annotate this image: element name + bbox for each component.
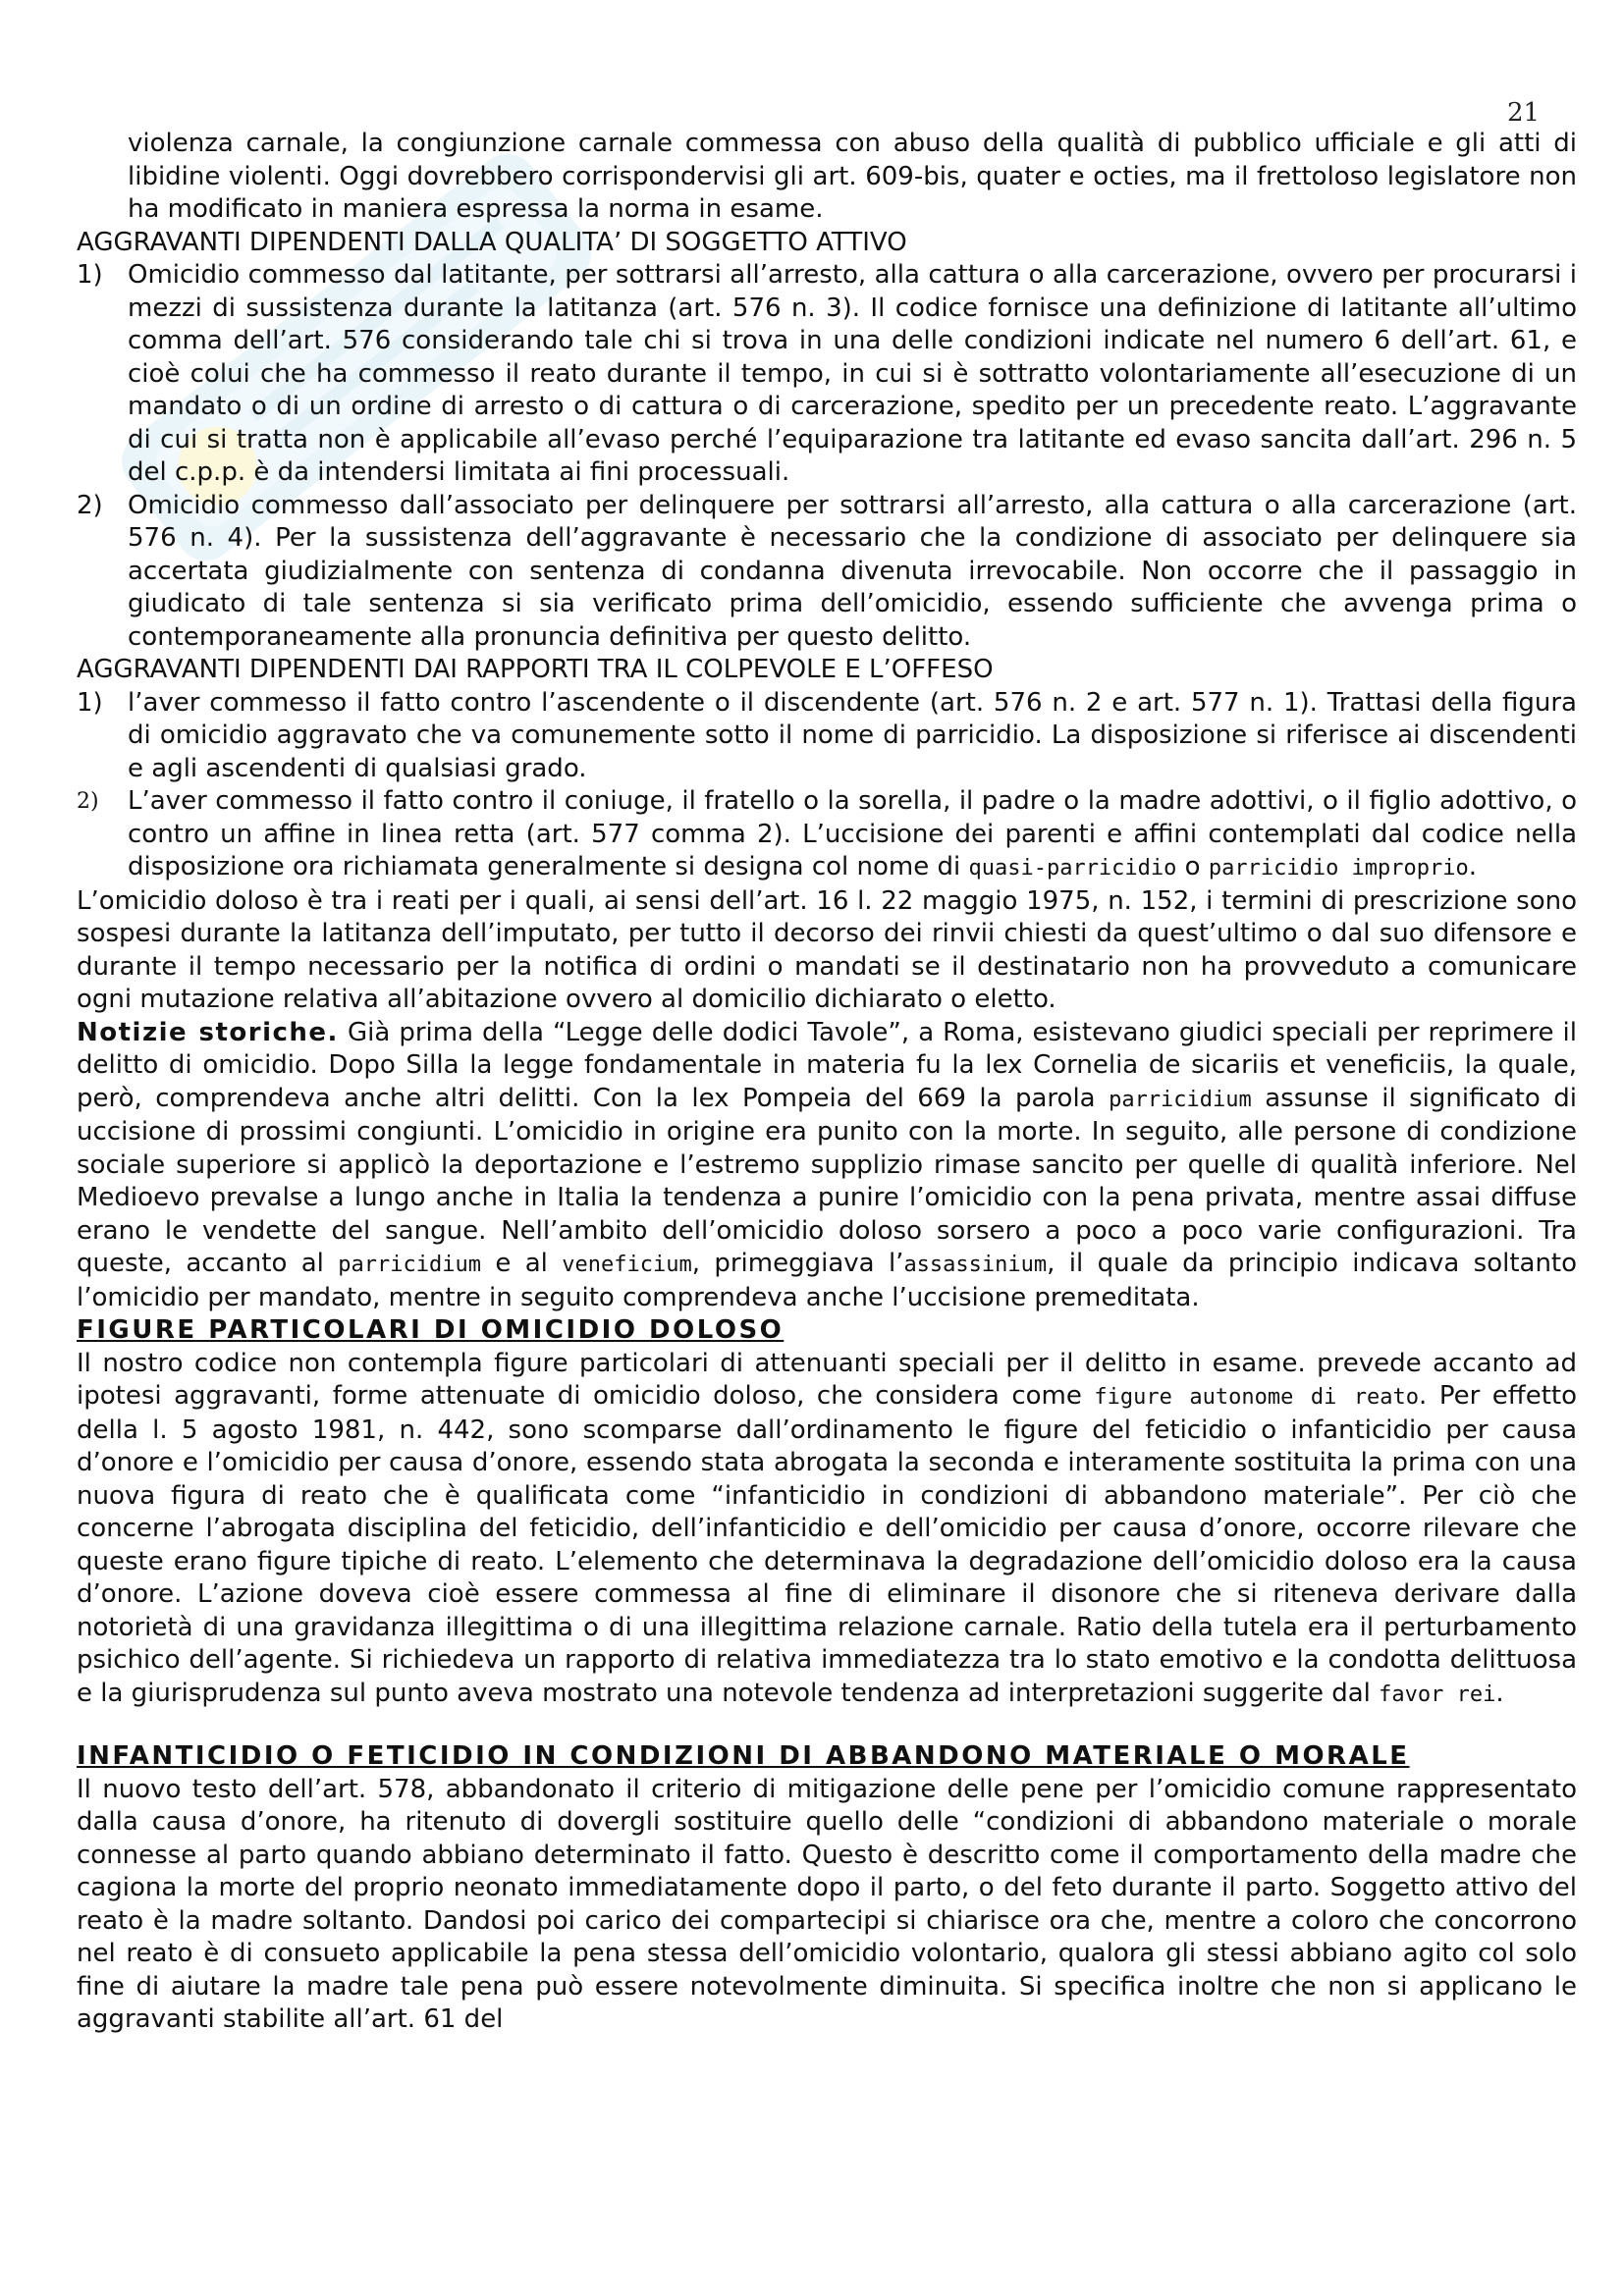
notizie-text: , il quale da principio indicava soltanto l’omicidio per mandato, mentre in seguito comprendeva anche l’uccisione premeditata. (77, 1249, 1578, 1312)
list-item-text: L’aver commesso il fatto contro il coniuge, il fratello o la sorella, il padre o la madre adottivi, o il figlio adottivo, o contro un affine in linea retta (art. 577 comma 2). L’uccisione dei parenti e affini contemplati dal codice nella disposizione ora richiamata generalmente si designa col nome di (128, 786, 1577, 881)
list-item-text-end: . (1468, 852, 1478, 881)
list-item (77, 490, 1577, 655)
term-assassinium: assassinium (903, 1253, 1048, 1277)
term-veneficium: veneficium (562, 1253, 692, 1277)
list-item-number: 2) (77, 490, 103, 520)
term-favor-rei: favor rei (1379, 1682, 1496, 1707)
figure-paragraph (77, 1348, 1577, 1712)
list-item-number: 1) (77, 260, 103, 290)
prescrizione-paragraph: L’omicidio doloso è tra i reati per i quali, ai sensi dell’art. 16 l. 22 maggio 1975, n. 152, i termini di prescrizione sono sospesi durante la latitanza dell’imputato, per tutto il decorso dei rinvii chiesti da quest’ultimo o dal suo difensore e durante il tempo necessario per la notifica di ordini o mandati se il destinatario non ha provveduto a comunicare ogni mutazione relativa all’abitazione ovvero al domicilio dichiarato o eletto. (77, 885, 1577, 1014)
figure-text: . Per effetto della l. 5 agosto 1981, n. 442, sono scomparse dall’ordinamento le figure del feticidio o infanticidio per causa d’onore e l’omicidio per causa d’onore, essendo stata abrogata la seconda e interamente sostituita la prima con una nuova figura di reato che è qualificata come “infanticidio in condizioni di abbandono materiale”. Per ciò che concerne l’abrogata disciplina del feticidio, dell’infanticidio e dell’omicidio per causa d’onore, occorre rilevare che queste erano figure tipiche di reato. L’elemento che determinava la degradazione dell’omicidio doloso era la causa d’onore. L’azione doveva cioè essere commessa al fine di eliminare il disonore che si riteneva derivare dalla notorietà di una gravidanza illegittima o di una illegittima relazione carnale. Ratio della tutela era il perturbamento psichico dell’agente. Si richiedeva un rapporto di relativa immediatezza tra lo stato emotivo e la condotta delittuosa e la giurisprudenza sul punto aveva mostrato una notevole tendenza ad interpretazioni suggerite dal (77, 1381, 1578, 1708)
aggravanti-rapporti-heading: AGGRAVANTI DIPENDENTI DAI RAPPORTI TRA IL COLPEVOLE E L’OFFESO (77, 655, 994, 684)
figure-text: Il nostro codice non contempla figure particolari di attenuanti speciali per il delitto in esame. prevede accanto ad ipotesi aggravanti, forme attenuate di omicidio doloso, che considera come (77, 1348, 1577, 1411)
list-item-text: Omicidio commesso dall’associato per delinquere per sottrarsi all’arresto, alla cattura o alla carcerazione (art. 576 n. 4). Per la sussistenza dell’aggravante è necessario che la condizione di associato per delinquere sia accertata giudizialmente con sentenza di condanna divenuta irrevocabile. Non occorre che il passaggio in giudicato di tale sentenza si sia verificato prima dell’omicidio, essendo sufficiente che avvenga prima o contemporaneamente alla pronuncia definitiva per questo delitto. (128, 490, 1577, 652)
term-parricidium: parricidium (338, 1253, 481, 1277)
figure-text: . (1495, 1678, 1504, 1708)
term-parricidio-improprio: parricidio improprio (1208, 856, 1469, 881)
continuation-paragraph: violenza carnale, la congiunzione carnale commessa con abuso della qualità di pubblico ufficiale e gli atti di libidine violenti. Oggi dovrebbero corrispondervisi gli art. 609-bis, quater e octies, ma il frettoloso legislatore non ha modificato in maniera espressa la norma in esame. (128, 129, 1577, 224)
list-item-number: 1) (77, 687, 103, 718)
list-item-text: Omicidio commesso dal latitante, per sottrarsi all’arresto, alla cattura o alla carcerazione, ovvero per procurarsi i mezzi di sussistenza durante la latitanza (art. 576 n. 3). Il codice fornisce una definizione di latitante all’ultimo comma dell’art. 576 considerando tale chi si trova in una delle condizioni indicate nel numero 6 dell’art. 61, e cioè colui che ha commesso il reato durante il tempo, in cui si è sottratto volontariamente all’esecuzione di un mandato o di un ordine di arresto o di cattura o di carcerazione, spedito per un precedente reato. L’aggravante di cui si tratta non è applicabile all’evaso perché l’equiparazione tra latitante ed evaso sancita dall’art. 296 n. 5 del c.p.p. è da intendersi limitata ai fini processuali. (128, 260, 1577, 487)
section-heading-infanticidio: INFANTICIDIO O FETICIDIO IN CONDIZIONI DI ABBANDONO MATERIALE O MORALE (77, 1741, 1410, 1771)
list-item-number: 2) (77, 789, 99, 814)
list-item-text: l’aver commesso il fatto contro l’ascendente o il discendente (art. 576 n. 2 e art. 577 n. 1). Trattasi della figura di omicidio aggravato che va comunemente sotto il nome di parricidio. La disposizione si riferisce ai discendenti e agli ascendenti di qualsiasi grado. (128, 687, 1577, 783)
notizie-storiche-paragraph (77, 1017, 1577, 1315)
section-heading-figure: FIGURE PARTICOLARI DI OMICIDIO DOLOSO (77, 1315, 785, 1345)
notizie-text: assunse il significato di uccisione di prossimi congiunti. L’omicidio in origine era punito con la morte. In seguito, alle persone di condizione sociale superiore si applicò la deportazione e l’estremo supplizio rimase sancito per quelle di qualità inferiore. Nel Medioevo prevalse a lungo anche in Italia la tendenza a punire l’omicidio con la pena privata, mentre assai diffuse erano le vendette del sangue. Nell’ambito dell’omicidio doloso sorsero a poco a poco varie configurazioni. Tra queste, accanto al (77, 1083, 1578, 1278)
infanticidio-paragraph: Il nuovo testo dell’art. 578, abbandonato il criterio di mitigazione delle pene per l’omicidio comune rappresentato dalla causa d’onore, ha ritenuto di dovergli sostituire quello delle “condizioni di abbandono materiale o morale connesse al parto quando abbiano determinato il fatto. Questo è descritto come il comportamento della madre che cagiona la morte del proprio neonato immediatamente dopo il parto, o del feto durante il parto. Soggetto attivo del reato è la madre soltanto. Dandosi poi carico dei compartecipi si chiarisce ora che, mentre a coloro che concorrono nel reato è di consueto applicabile la pena stessa dell’omicidio volontario, qualora gli stessi abbiano agito col solo fine di aiutare la madre tale pena può essere notevolmente diminuita. Si specifica inoltre che non si applicano le aggravanti stabilite all’art. 61 del (77, 1774, 1577, 2034)
notizie-text: e al (495, 1249, 548, 1278)
notizie-storiche-label: Notizie storiche. (77, 1017, 339, 1047)
term-quasi-parricidio: quasi-parricidio (968, 856, 1177, 881)
list-item-text-or: o (1184, 852, 1201, 881)
page-number: 21 (1507, 98, 1541, 128)
list-item (77, 687, 1577, 786)
term-figure-autonome: figure autonome di reato (1094, 1385, 1420, 1410)
page-content (77, 128, 1577, 2037)
term-parricidium: parricidium (1109, 1087, 1252, 1112)
notizie-text: Già prima della “Legge delle dodici Tavole”, a Roma, esistevano giudici speciali per reprimere il delitto di omicidio. Dopo Silla la legge fondamentale in materia fu la lex Cornelia de sicariis et veneficiis, la quale, però, comprendeva anche altri delitti. Con la lex Pompeia del 669 la parola (77, 1017, 1577, 1113)
list-item (77, 785, 1577, 885)
aggravanti-soggetto-heading: AGGRAVANTI DIPENDENTI DALLA QUALITA’ DI SOGGETTO ATTIVO (77, 227, 907, 257)
notizie-text: , primeggiava l’ (691, 1249, 904, 1278)
list-item (77, 259, 1577, 490)
